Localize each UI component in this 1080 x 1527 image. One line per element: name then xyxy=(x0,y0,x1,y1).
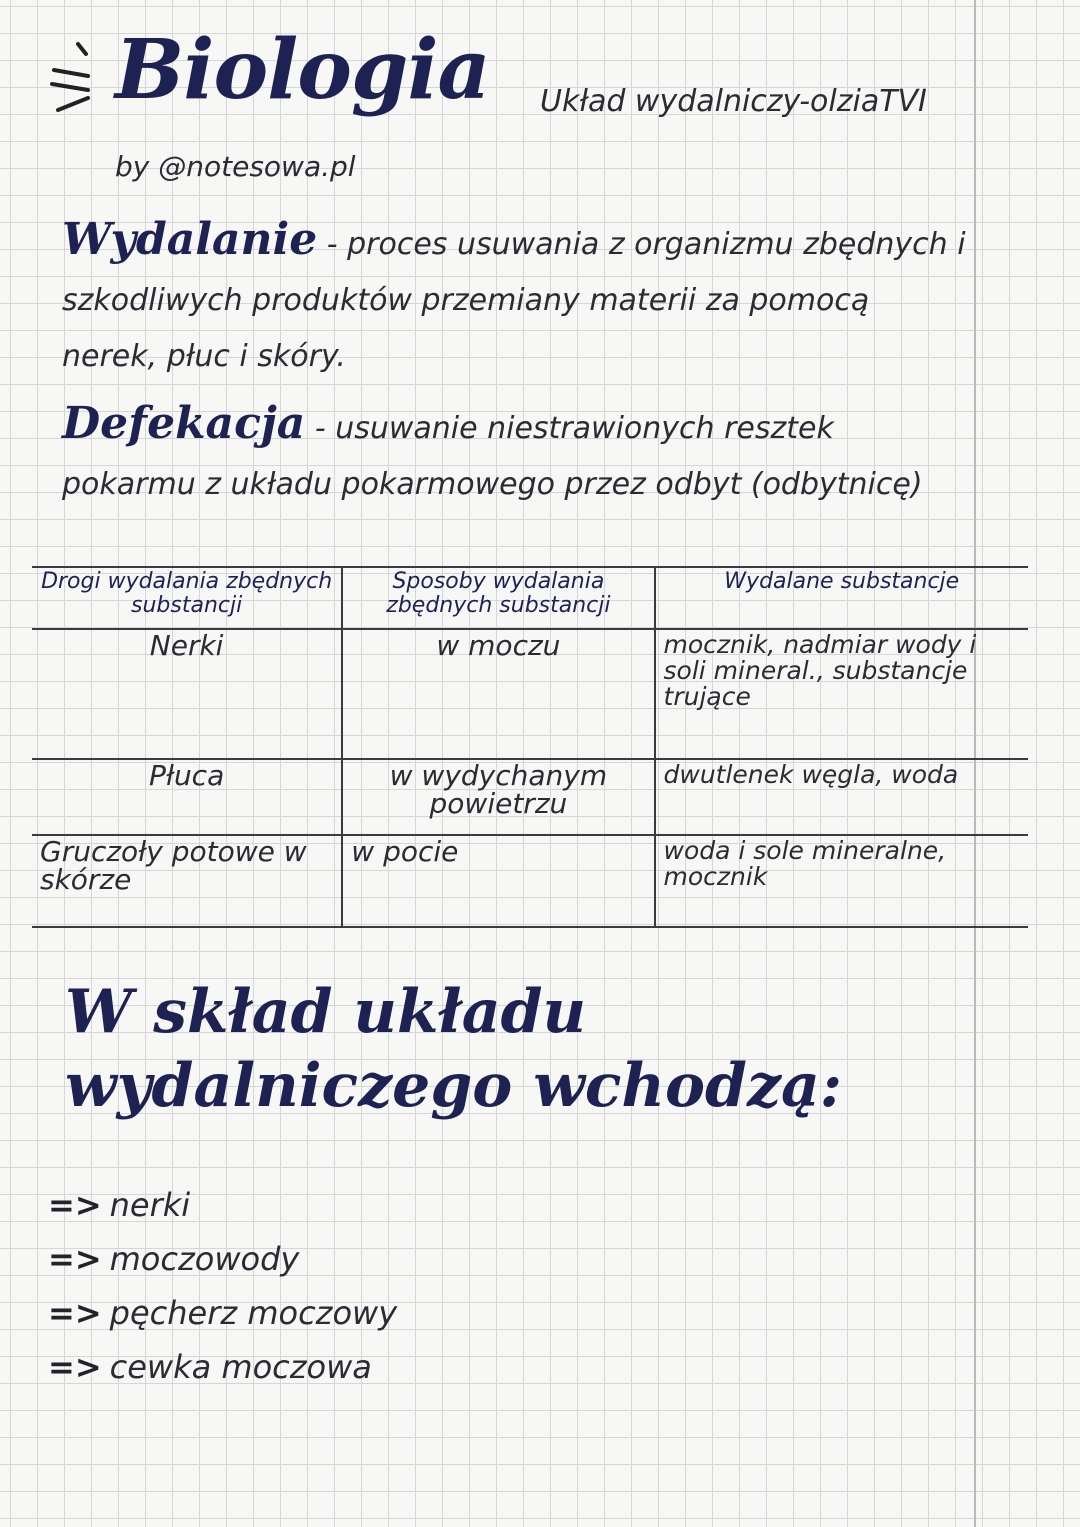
list-item-label: pęcherz moczowy xyxy=(109,1294,398,1332)
table-header-cell: Wydalane substancje xyxy=(655,567,1028,629)
definition-wydalanie xyxy=(62,212,972,385)
table-cell: w moczu xyxy=(342,629,654,759)
author-byline: by @notesowa.pl xyxy=(115,150,356,183)
definition-text: - proces usuwania z organizmu zbędnych i szkodliwych produktów przemiany materii za pomocą nerek, płuc i skóry. xyxy=(62,227,966,374)
table-cell: w pocie xyxy=(342,835,654,927)
list-item xyxy=(48,1286,397,1340)
table-header-cell: Drogi wydalania zbędnych substancji xyxy=(32,567,342,629)
page-title: Biologia xyxy=(115,22,490,118)
list-item-label: cewka moczowa xyxy=(109,1348,372,1386)
list-item xyxy=(48,1340,397,1394)
table-header-row xyxy=(32,567,1028,629)
section-heading: W skład układu wydalniczego wchodzą: xyxy=(65,977,843,1121)
excretion-table xyxy=(32,566,1028,928)
table-cell: woda i sole mineralne, mocznik xyxy=(655,835,1028,927)
table-row xyxy=(32,759,1028,835)
page-subtitle: Układ wydalniczy-olziaTVI xyxy=(540,84,927,119)
table-cell: dwutlenek węgla, woda xyxy=(655,759,1028,835)
double-arrow-icon: => xyxy=(48,1240,102,1278)
list-item xyxy=(48,1178,397,1232)
list-item xyxy=(48,1232,397,1286)
definition-term: Wydalanie xyxy=(62,214,318,265)
table-cell: Gruczoły potowe w skórze xyxy=(32,835,342,927)
table-cell: Płuca xyxy=(32,759,342,835)
title-decoration-strokes xyxy=(48,40,108,115)
list-item-label: nerki xyxy=(109,1186,191,1224)
double-arrow-icon: => xyxy=(48,1294,102,1332)
organ-list xyxy=(48,1178,397,1394)
table-row xyxy=(32,629,1028,759)
double-arrow-icon: => xyxy=(48,1348,102,1386)
table-cell: mocznik, nadmiar wody i soli mineral., substancje trujące xyxy=(655,629,1028,759)
definition-text: - usuwanie niestrawionych resztek pokarmu z układu pokarmowego przez odbyt (odbytnicę) xyxy=(62,411,923,502)
list-item-label: moczowody xyxy=(109,1240,300,1278)
table-cell: Nerki xyxy=(32,629,342,759)
table-row xyxy=(32,835,1028,927)
table-cell: w wydychanym powietrzu xyxy=(342,759,654,835)
definition-term: Defekacja xyxy=(62,398,306,449)
table-header-cell: Sposoby wydalania zbędnych substancji xyxy=(342,567,654,629)
double-arrow-icon: => xyxy=(48,1186,102,1224)
definition-defekacja xyxy=(62,396,972,513)
